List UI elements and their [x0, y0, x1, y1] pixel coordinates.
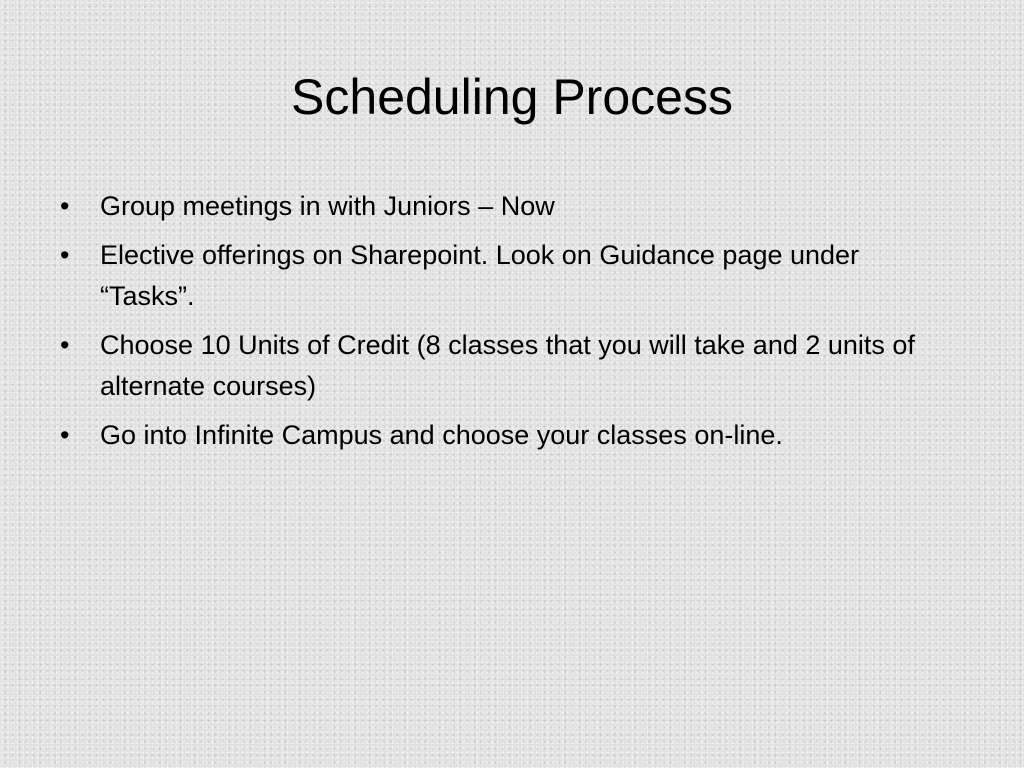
bullet-text: Group meetings in with Juniors – Now	[100, 191, 555, 221]
bullet-item	[55, 325, 955, 407]
bullet-item	[55, 235, 955, 317]
bullet-item	[55, 186, 955, 227]
slide-title: Scheduling Process	[291, 69, 733, 125]
bullet-text: Go into Infinite Campus and choose your classes on-line.	[100, 420, 783, 450]
bullet-text: Choose 10 Units of Credit (8 classes that you will take and 2 units of alternate courses)	[100, 330, 915, 401]
bullet-list	[55, 186, 955, 464]
bullet-icon: •	[60, 240, 70, 270]
bullet-text: Elective offerings on Sharepoint. Look on Guidance page under “Tasks”.	[100, 240, 860, 311]
bullet-icon: •	[60, 330, 70, 360]
bullet-item	[55, 415, 955, 456]
bullet-icon: •	[60, 420, 70, 450]
bullet-icon: •	[60, 191, 70, 221]
